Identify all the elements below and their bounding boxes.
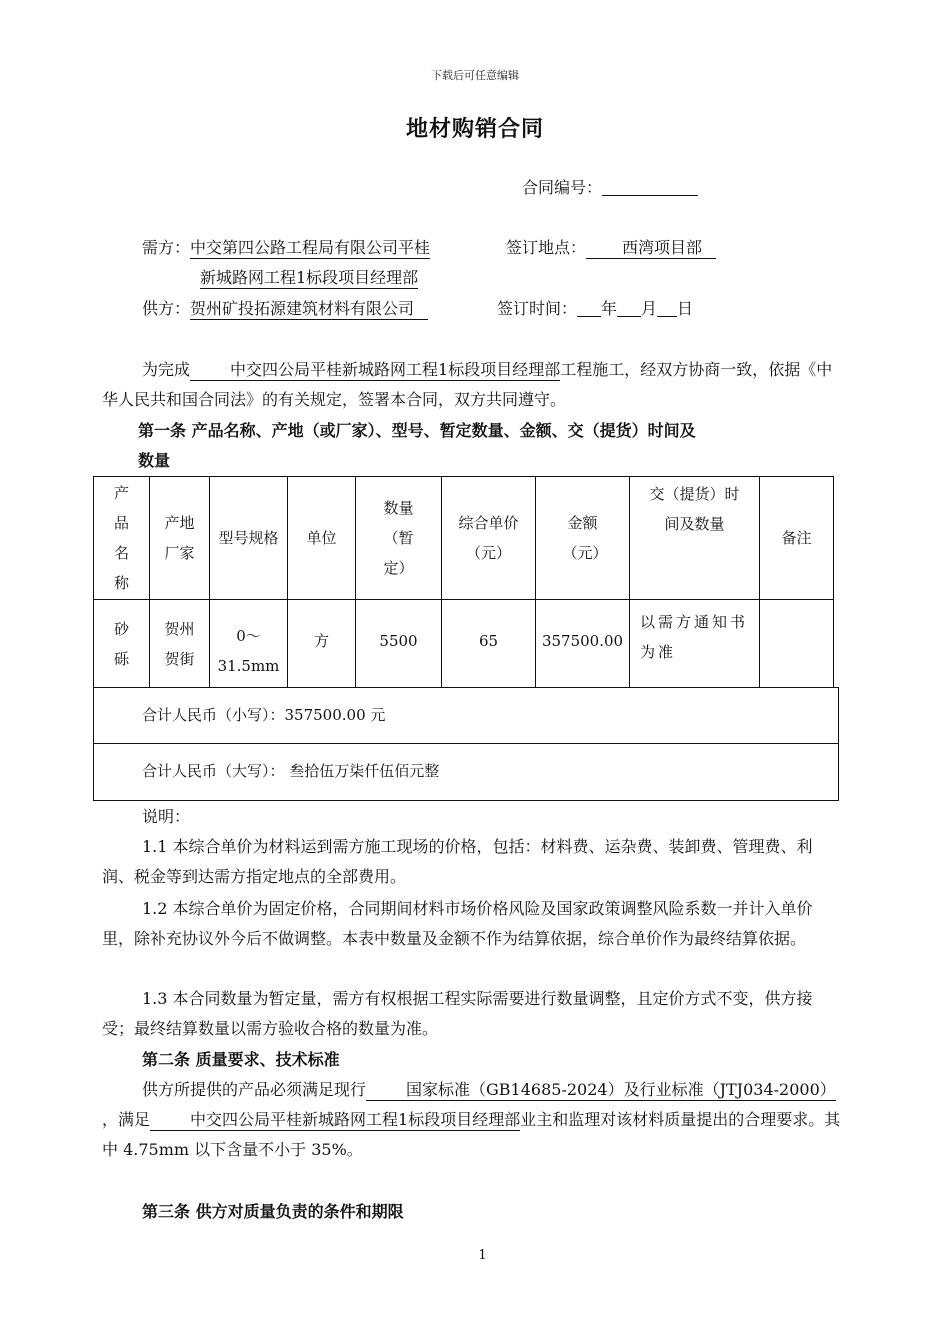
buyer-line — [142, 233, 430, 263]
notes-label: 说明： — [142, 807, 191, 826]
article3-heading: 第三条 供方对质量负责的条件和期限 — [142, 1202, 404, 1221]
sign-place-label: 签订地点： — [506, 238, 587, 257]
th-origin: 产地厂家 — [150, 477, 210, 600]
cell-name: 砂砾 — [94, 600, 150, 688]
sign-time-month: 月 — [641, 299, 658, 318]
th-unit: 单位 — [288, 477, 356, 600]
note-1-1: 1.1 本综合单价为材料运到需方施工现场的价格，包括：材料费、运杂费、装卸费、管理费、利润、税金等到达需方指定地点的全部费用。 — [102, 837, 813, 886]
note-1-2: 1.2 本综合单价为固定价格，合同期间材料市场价格风险及国家政策调整风险系数一并计入单价里，除补充协议外今后不做调整。本表中数量及金额不作为结算依据，综合单价作为最终结算依据。 — [102, 899, 813, 948]
contract-title: 地材购销合同 — [405, 116, 544, 142]
cell-qty: 5500 — [356, 600, 442, 688]
contract-number-blank — [602, 177, 698, 196]
cell-amount: 357500.00 — [536, 600, 630, 688]
intro-paragraph: 为完成 中交四公局平桂新城路网工程1标段项目经理部工程施工，经双方协商一致，依据《中华人民共和国合同法》的有关规定，签署本合同，双方共同遵守。 — [102, 360, 833, 409]
sign-time-label: 签订时间： — [497, 299, 578, 318]
th-price: 综合单价（元） — [442, 477, 536, 600]
seller-label: 供方： — [142, 299, 191, 318]
total-large-row — [93, 743, 839, 801]
table-header-row — [94, 477, 834, 600]
cell-spec: 0～ 31.5mm — [210, 600, 288, 688]
total-small: 合计人民币（小写）：357500.00 元 — [142, 706, 386, 724]
th-amount: 金额（元） — [536, 477, 630, 600]
total-small-row — [93, 687, 839, 744]
buyer-name-line2: 新城路网工程1标段项目经理部 — [200, 268, 419, 287]
sign-place — [506, 233, 716, 263]
cell-origin: 贺州贺街 — [150, 600, 210, 688]
buyer-name-line1: 中交第四公路工程局有限公司平桂 — [190, 238, 431, 257]
th-qty: 数量（暂定） — [356, 477, 442, 600]
cell-remark — [760, 600, 834, 688]
sign-time-year: 年 — [601, 299, 618, 318]
article2-paragraph: 供方所提供的产品必须满足现行 国家标准（GB14685-2024）及行业标准（JTJ034-2000），满足 中交四公局平桂新城路网工程1标段项目经理部业主和监理对该材料质量提出的合理要求。其中 4.75mm 以下含量不小于 35%。 — [102, 1080, 841, 1159]
sign-place-value: 西湾项目部 — [586, 238, 716, 259]
page-number: 1 — [478, 1248, 487, 1263]
th-product-name: 产品名称 — [94, 477, 150, 600]
cell-price: 65 — [442, 600, 536, 688]
header-note: 下载后可任意编辑 — [431, 69, 519, 82]
th-spec: 型号规格 — [210, 477, 288, 600]
seller-line — [142, 294, 428, 324]
intro-project: 中交四公局平桂新城路网工程1标段项目经理部 — [190, 360, 560, 381]
contract-number-label: 合同编号： — [522, 178, 603, 197]
note-1-3: 1.3 本合同数量为暂定量，需方有权根据工程实际需要进行数量调整，且定价方式不变，供方接受；最终结算数量以需方验收合格的数量为准。 — [102, 989, 813, 1038]
buyer-label: 需方： — [142, 238, 191, 257]
th-remark: 备注 — [760, 477, 834, 600]
product-table — [93, 476, 834, 688]
seller-name: 贺州矿投拓源建筑材料有限公司 — [190, 299, 428, 320]
article2-heading: 第二条 质量要求、技术标准 — [142, 1050, 340, 1069]
sign-time-day: 日 — [677, 299, 694, 318]
contract-number — [522, 173, 698, 203]
total-large: 合计人民币（大写）： 叁拾伍万柒仟伍佰元整 — [142, 762, 440, 780]
cell-unit: 方 — [288, 600, 356, 688]
table-row — [94, 600, 834, 688]
sign-time — [497, 294, 693, 324]
th-delivery: 交（提货）时间及数量 — [630, 477, 760, 600]
article1-heading: 第一条 产品名称、产地（或厂家）、型号、暂定数量、金额、交（提货）时间及 数量 — [138, 421, 696, 470]
cell-delivery: 以需方通知书为准 — [630, 600, 760, 688]
article2-project: 中交四公局平桂新城路网工程1标段项目经理部 — [150, 1110, 520, 1131]
article2-standard: 国家标准（GB14685-2024）及行业标准（JTJ034-2000） — [366, 1080, 836, 1101]
